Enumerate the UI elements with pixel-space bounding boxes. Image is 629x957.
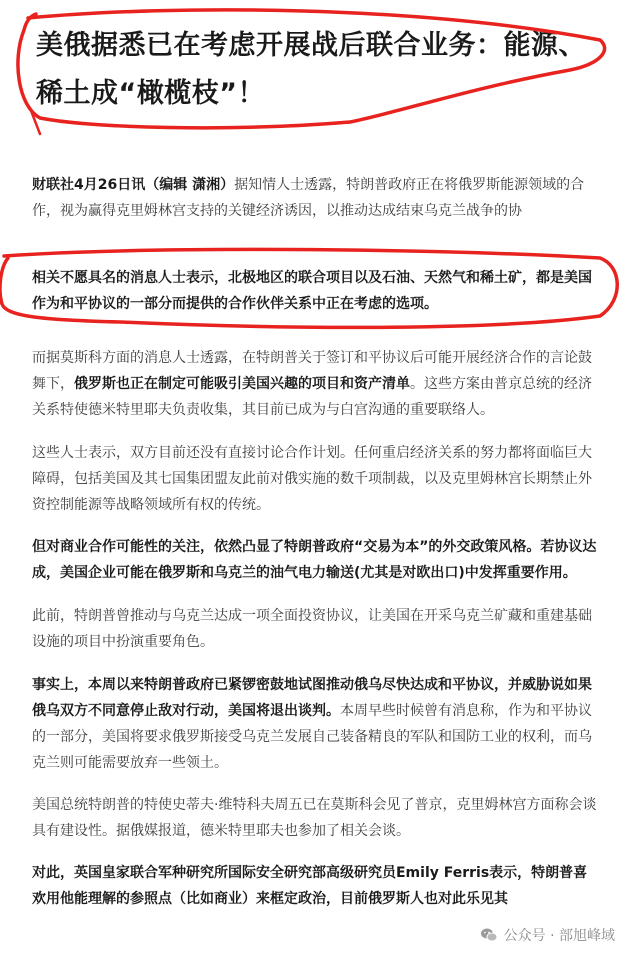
paragraph-4: 这些人士表示，双方目前还没有直接讨论合作计划。任何重启经济关系的努力都将面临巨大障碍，包括美国及其七国集团盟友此前对俄实施的数千项制裁，以及克里姆林宫长期禁止外资控制能源等战略领域所有权的传统。 [32, 445, 592, 513]
paragraph-3-emphasis: 俄罗斯也正在制定可能吸引美国兴趣的项目和资产清单 [74, 376, 410, 392]
paragraph-7-emphasis: 事实上，本周以来特朗普政府已紧锣密鼓地试图推动俄乌尽快达成和平协议，并威胁说如果俄乌双方不同意停止敌对行动，美国将退出谈判。 [32, 677, 592, 719]
paragraph-1 [32, 172, 600, 224]
paragraph-7 [32, 672, 600, 776]
watermark-text: 公众号 · 部旭峰域 [503, 928, 615, 944]
watermark [476, 923, 619, 947]
paragraph-6: 此前，特朗普曾推动与乌克兰达成一项全面投资协议，让美国在开采乌克兰矿藏和重建基础设施的项目中扮演重要角色。 [32, 608, 592, 650]
article-title: 美俄据悉已在考虑开展战后联合业务：能源、稀土成“橄榄枝”！ [36, 30, 586, 109]
paragraph-2: 相关不愿具名的消息人士表示，北极地区的联合项目以及石油、天然气和稀土矿，都是美国作为和平协议的一部分而提供的合作伙伴关系中正在考虑的选项。 [32, 270, 592, 312]
paragraph-3 [32, 345, 600, 423]
paragraph-1-text: 据知情人士透露，特朗普政府正在将俄罗斯能源领域的合作，视为赢得克里姆林宫支持的关键经济诱因，以推动达成结束乌克兰战争的协 [32, 177, 585, 219]
paragraph-7-text: 本周早些时候曾有消息称，作为和平协议的一部分，美国将要求俄罗斯接受乌克兰发展自己装备精良的军队和国防工业的权利，而乌克兰则可能需要放弃一些领土。 [32, 703, 592, 771]
wechat-icon [480, 927, 498, 943]
paragraph-3-text-c: 。这些方案由普京总统的经济关系特使德米特里耶夫负责收集，其目前已成为与白宫沟通的重要联络人。 [32, 376, 592, 418]
paragraph-8: 美国总统特朗普的特使史蒂夫·维特科夫周五已在莫斯科会见了普京，克里姆林宫方面称会谈具有建设性。据俄媒报道，德米特里耶夫也参加了相关会谈。 [32, 797, 597, 839]
dateline: 财联社4月26日讯（编辑 潇湘） [32, 177, 235, 193]
paragraph-9: 对此，英国皇家联合军种研究所国际安全研究部高级研究员Emily Ferris表示，特朗普喜欢用他能理解的参照点（比如商业）来框定政治，目前俄罗斯人也对此乐见其 [32, 865, 588, 907]
article-body [32, 172, 600, 912]
paragraph-5: 但对商业合作可能性的关注，依然凸显了特朗普政府“交易为本”的外交政策风格。若协议达成，美国企业可能在俄罗斯和乌克兰的油气电力输送(尤其是对欧出口)中发挥重要作用。 [32, 539, 597, 581]
paragraph-3-text-a: 而据莫斯科方面的消息人士透露，在特朗普关于签订和平协议后可能开展经济合作的言论鼓舞下， [32, 350, 592, 392]
